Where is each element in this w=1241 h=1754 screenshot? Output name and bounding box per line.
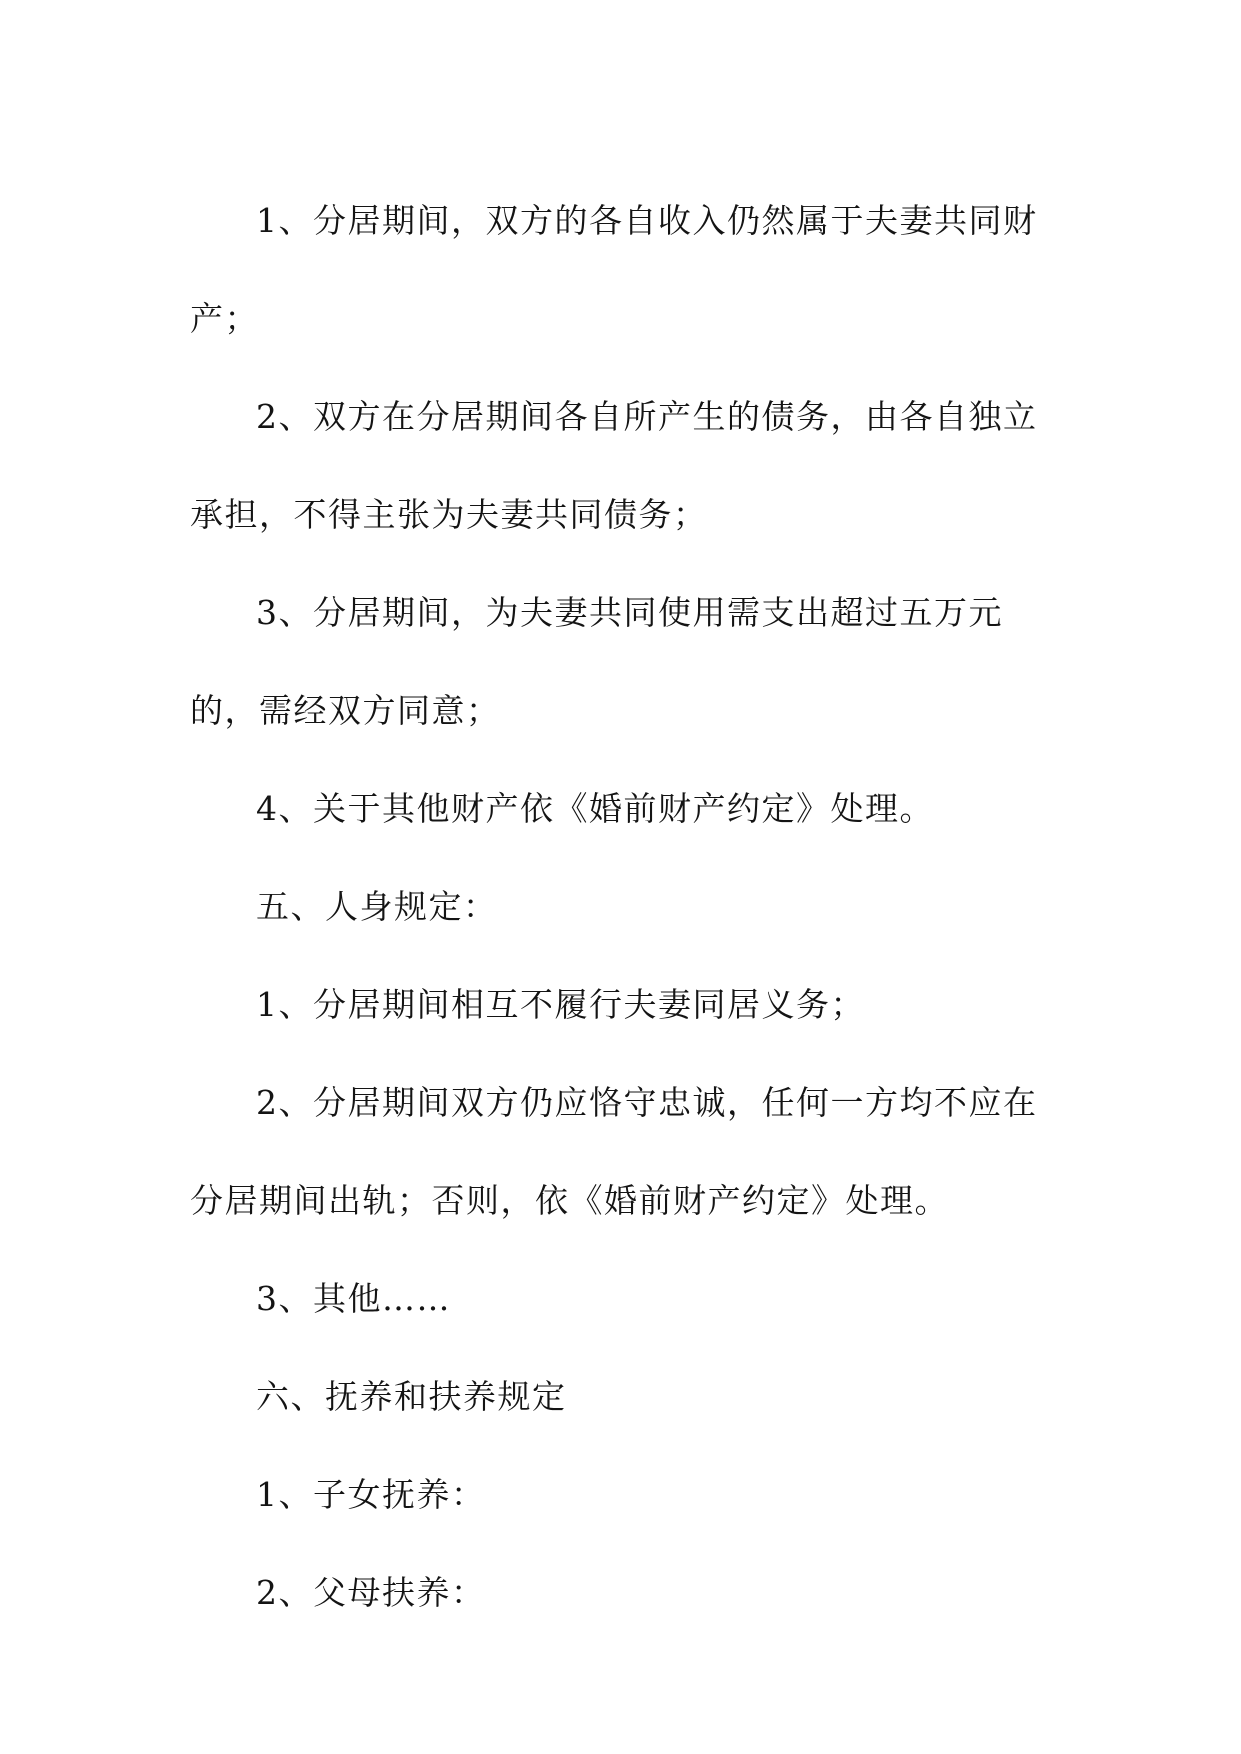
paragraph-cohabitation: 1、分居期间相互不履行夫妻同居义务； [256,985,865,1024]
paragraph-other-property: 4、关于其他财产依《婚前财产约定》处理。 [256,789,934,828]
paragraph-parent-support: 2、父母扶养： [256,1573,486,1612]
section-heading-personal: 五、人身规定： [256,887,498,926]
paragraph-property-income: 1、分居期间，双方的各自收入仍然属于夫妻共同财产； [190,201,1038,338]
paragraph-other: 3、其他…… [256,1279,451,1318]
paragraph-separate-debts: 2、双方在分居期间各自所产生的债务，由各自独立承担，不得主张为夫妻共同债务； [190,397,1038,534]
document-body [190,172,1055,1642]
paragraph-fidelity: 2、分居期间双方仍应恪守忠诚，任何一方均不应在分居期间出轨；否则，依《婚前财产约定》处理。 [190,1083,1038,1220]
section-heading-support: 六、抚养和扶养规定 [256,1377,567,1416]
paragraph-child-support: 1、子女抚养： [256,1475,486,1514]
paragraph-joint-expense: 3、分居期间，为夫妻共同使用需支出超过五万元的，需经双方同意； [190,593,1003,730]
